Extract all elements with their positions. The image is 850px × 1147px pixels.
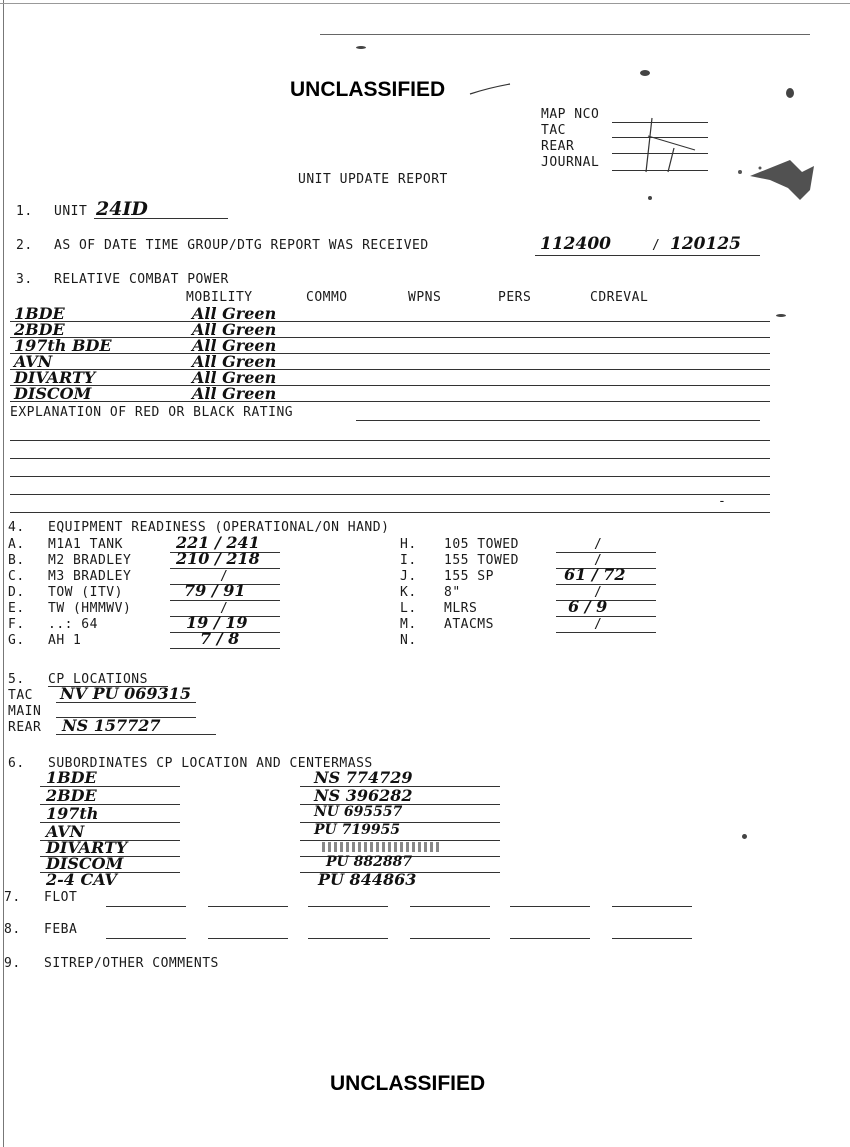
s4-item-name: 155 TOWED <box>444 553 519 568</box>
s4-item-value: 7 / 8 <box>200 629 240 648</box>
s2-dtg-value: 112400 <box>540 234 611 254</box>
s4-item-name: TOW (ITV) <box>48 585 123 600</box>
s4-item-name: TW (HMMWV) <box>48 601 132 616</box>
speck <box>648 196 652 200</box>
s4-item-name: 8" <box>444 585 461 600</box>
s4-item-name: M3 BRADLEY <box>48 569 132 584</box>
s4-item-letter: G. <box>8 633 25 648</box>
s3-col-commo: COMMO <box>306 290 348 305</box>
s3-number: 3. <box>16 272 33 287</box>
s3-unit-row: 1BDE <box>14 304 65 323</box>
routing-journal: JOURNAL <box>541 155 600 170</box>
s4-item-letter: A. <box>8 537 25 552</box>
routing-map-nco: MAP NCO <box>541 107 600 122</box>
s3-col-cdreval: CDREVAL <box>590 290 649 305</box>
s4-item-letter: L. <box>400 601 417 616</box>
speck <box>776 314 786 317</box>
s3-col-wpns: WPNS <box>408 290 442 305</box>
s9-label: SITREP/OTHER COMMENTS <box>44 956 219 971</box>
classification-top: UNCLASSIFIED <box>290 78 446 101</box>
s4-item-letter: I. <box>400 553 417 568</box>
s6-unit: DIVARTY <box>46 838 128 857</box>
s4-item-name: MLRS <box>444 601 478 616</box>
speck <box>786 88 794 98</box>
s2-number: 2. <box>16 238 33 253</box>
s3-unit-row: DIVARTY <box>14 368 96 387</box>
s1-number: 1. <box>16 204 33 219</box>
s4-item-value: / <box>220 569 229 584</box>
s6-location: PU 882887 <box>326 854 413 870</box>
s5-row-value: NV PU 069315 <box>60 684 191 703</box>
s5-row-name: REAR <box>8 720 42 735</box>
s2-received-value: 120125 <box>670 234 741 254</box>
s3-col-pers: PERS <box>498 290 532 305</box>
s4-item-value: / <box>220 601 229 616</box>
s3-label: RELATIVE COMBAT POWER <box>54 272 229 287</box>
s7-number: 7. <box>4 890 21 905</box>
s3-mobility-cell: All Green <box>192 304 277 323</box>
s4-item-value: 210 / 218 <box>176 549 260 568</box>
s4-item-letter: K. <box>400 585 417 600</box>
ink-blot <box>730 150 820 210</box>
s4-item-name: M1A1 TANK <box>48 537 123 552</box>
s3-mobility-cell: All Green <box>192 320 277 339</box>
s4-item-name: 155 SP <box>444 569 494 584</box>
scan-edge-top <box>0 3 850 4</box>
s5-row-name: MAIN <box>8 704 42 719</box>
classification-bottom: UNCLASSIFIED <box>330 1072 486 1095</box>
s5-row-value: NS 157727 <box>62 716 161 735</box>
s4-item-letter: C. <box>8 569 25 584</box>
s3-col-mobility: MOBILITY <box>186 290 253 305</box>
s3-unit-row: DISCOM <box>14 384 92 403</box>
s6-location: PU 719955 <box>314 822 401 838</box>
s6-location: PU 844863 <box>318 870 417 889</box>
routing-rear: REAR <box>541 139 575 154</box>
routing-pen-marks <box>640 100 700 180</box>
s4-item-letter: H. <box>400 537 417 552</box>
s5-label: CP LOCATIONS <box>48 672 148 687</box>
s8-label: FEBA <box>44 922 78 937</box>
s5-row-name: TAC <box>8 688 33 703</box>
s4-item-value: 61 / 72 <box>564 565 626 584</box>
routing-tac: TAC <box>541 123 566 138</box>
s4-item-letter: D. <box>8 585 25 600</box>
s6-label: SUBORDINATES CP LOCATION AND CENTERMASS <box>48 756 373 771</box>
smudged-location <box>322 842 442 852</box>
scan-line-top <box>320 34 810 35</box>
s3-unit-row: AVN <box>14 352 53 371</box>
s3-unit-row: 2BDE <box>14 320 65 339</box>
s4-item-value: 221 / 241 <box>176 533 260 552</box>
s7-label: FLOT <box>44 890 78 905</box>
s5-number: 5. <box>8 672 25 687</box>
s4-item-letter: N. <box>400 633 417 648</box>
s6-number: 6. <box>8 756 25 771</box>
speck <box>640 70 650 76</box>
s3-mobility-cell: All Green <box>192 384 277 403</box>
s3-unit-row: 197th BDE <box>14 336 112 355</box>
s6-location: NS 774729 <box>314 768 413 787</box>
s4-item-value: / <box>594 537 603 552</box>
s3-mobility-cell: All Green <box>192 352 277 371</box>
s6-unit: 1BDE <box>46 768 97 787</box>
s6-unit: DISCOM <box>46 854 124 873</box>
s8-number: 8. <box>4 922 21 937</box>
s4-item-name: ATACMS <box>444 617 494 632</box>
s6-unit: 2-4 CAV <box>46 870 117 889</box>
s3-explanation-label: EXPLANATION OF RED OR BLACK RATING <box>10 405 294 420</box>
s4-item-name: AH 1 <box>48 633 82 648</box>
s4-item-value: 79 / 91 <box>184 581 246 600</box>
s9-number: 9. <box>4 956 21 971</box>
s4-item-letter: J. <box>400 569 417 584</box>
s4-item-name: ..: 64 <box>48 617 98 632</box>
pen-stroke-scribble <box>468 82 513 96</box>
s4-item-letter: E. <box>8 601 25 616</box>
report-title: UNIT UPDATE REPORT <box>298 172 448 187</box>
speck <box>742 834 747 839</box>
s4-number: 4. <box>8 520 25 535</box>
s4-item-value: / <box>594 617 603 632</box>
s4-item-name: M2 BRADLEY <box>48 553 132 568</box>
s4-item-letter: F. <box>8 617 25 632</box>
s4-item-letter: M. <box>400 617 417 632</box>
s4-item-value: / <box>594 553 603 568</box>
s4-item-value: / <box>594 585 603 600</box>
s6-unit: 197th <box>46 804 99 823</box>
s2-label: AS OF DATE TIME GROUP/DTG REPORT WAS RECEIVED <box>54 238 429 253</box>
s4-item-value: 6 / 9 <box>568 597 608 616</box>
s3-mobility-cell: All Green <box>192 336 277 355</box>
s4-item-value: 19 / 19 <box>186 613 248 632</box>
s1-label: UNIT <box>54 204 88 219</box>
speck <box>356 46 366 49</box>
s4-item-letter: B. <box>8 553 25 568</box>
s6-unit: 2BDE <box>46 786 97 805</box>
s6-location: NU 695557 <box>314 804 403 820</box>
s1-unit-value: 24ID <box>96 198 148 220</box>
s3-mobility-cell: All Green <box>192 368 277 387</box>
s4-item-name: 105 TOWED <box>444 537 519 552</box>
s4-label: EQUIPMENT READINESS (OPERATIONAL/ON HAND) <box>48 520 390 535</box>
s6-unit: AVN <box>46 822 85 841</box>
s3-dash-mark: - <box>718 494 727 509</box>
s6-location: NS 396282 <box>314 786 413 805</box>
scan-edge-left <box>3 0 4 1147</box>
